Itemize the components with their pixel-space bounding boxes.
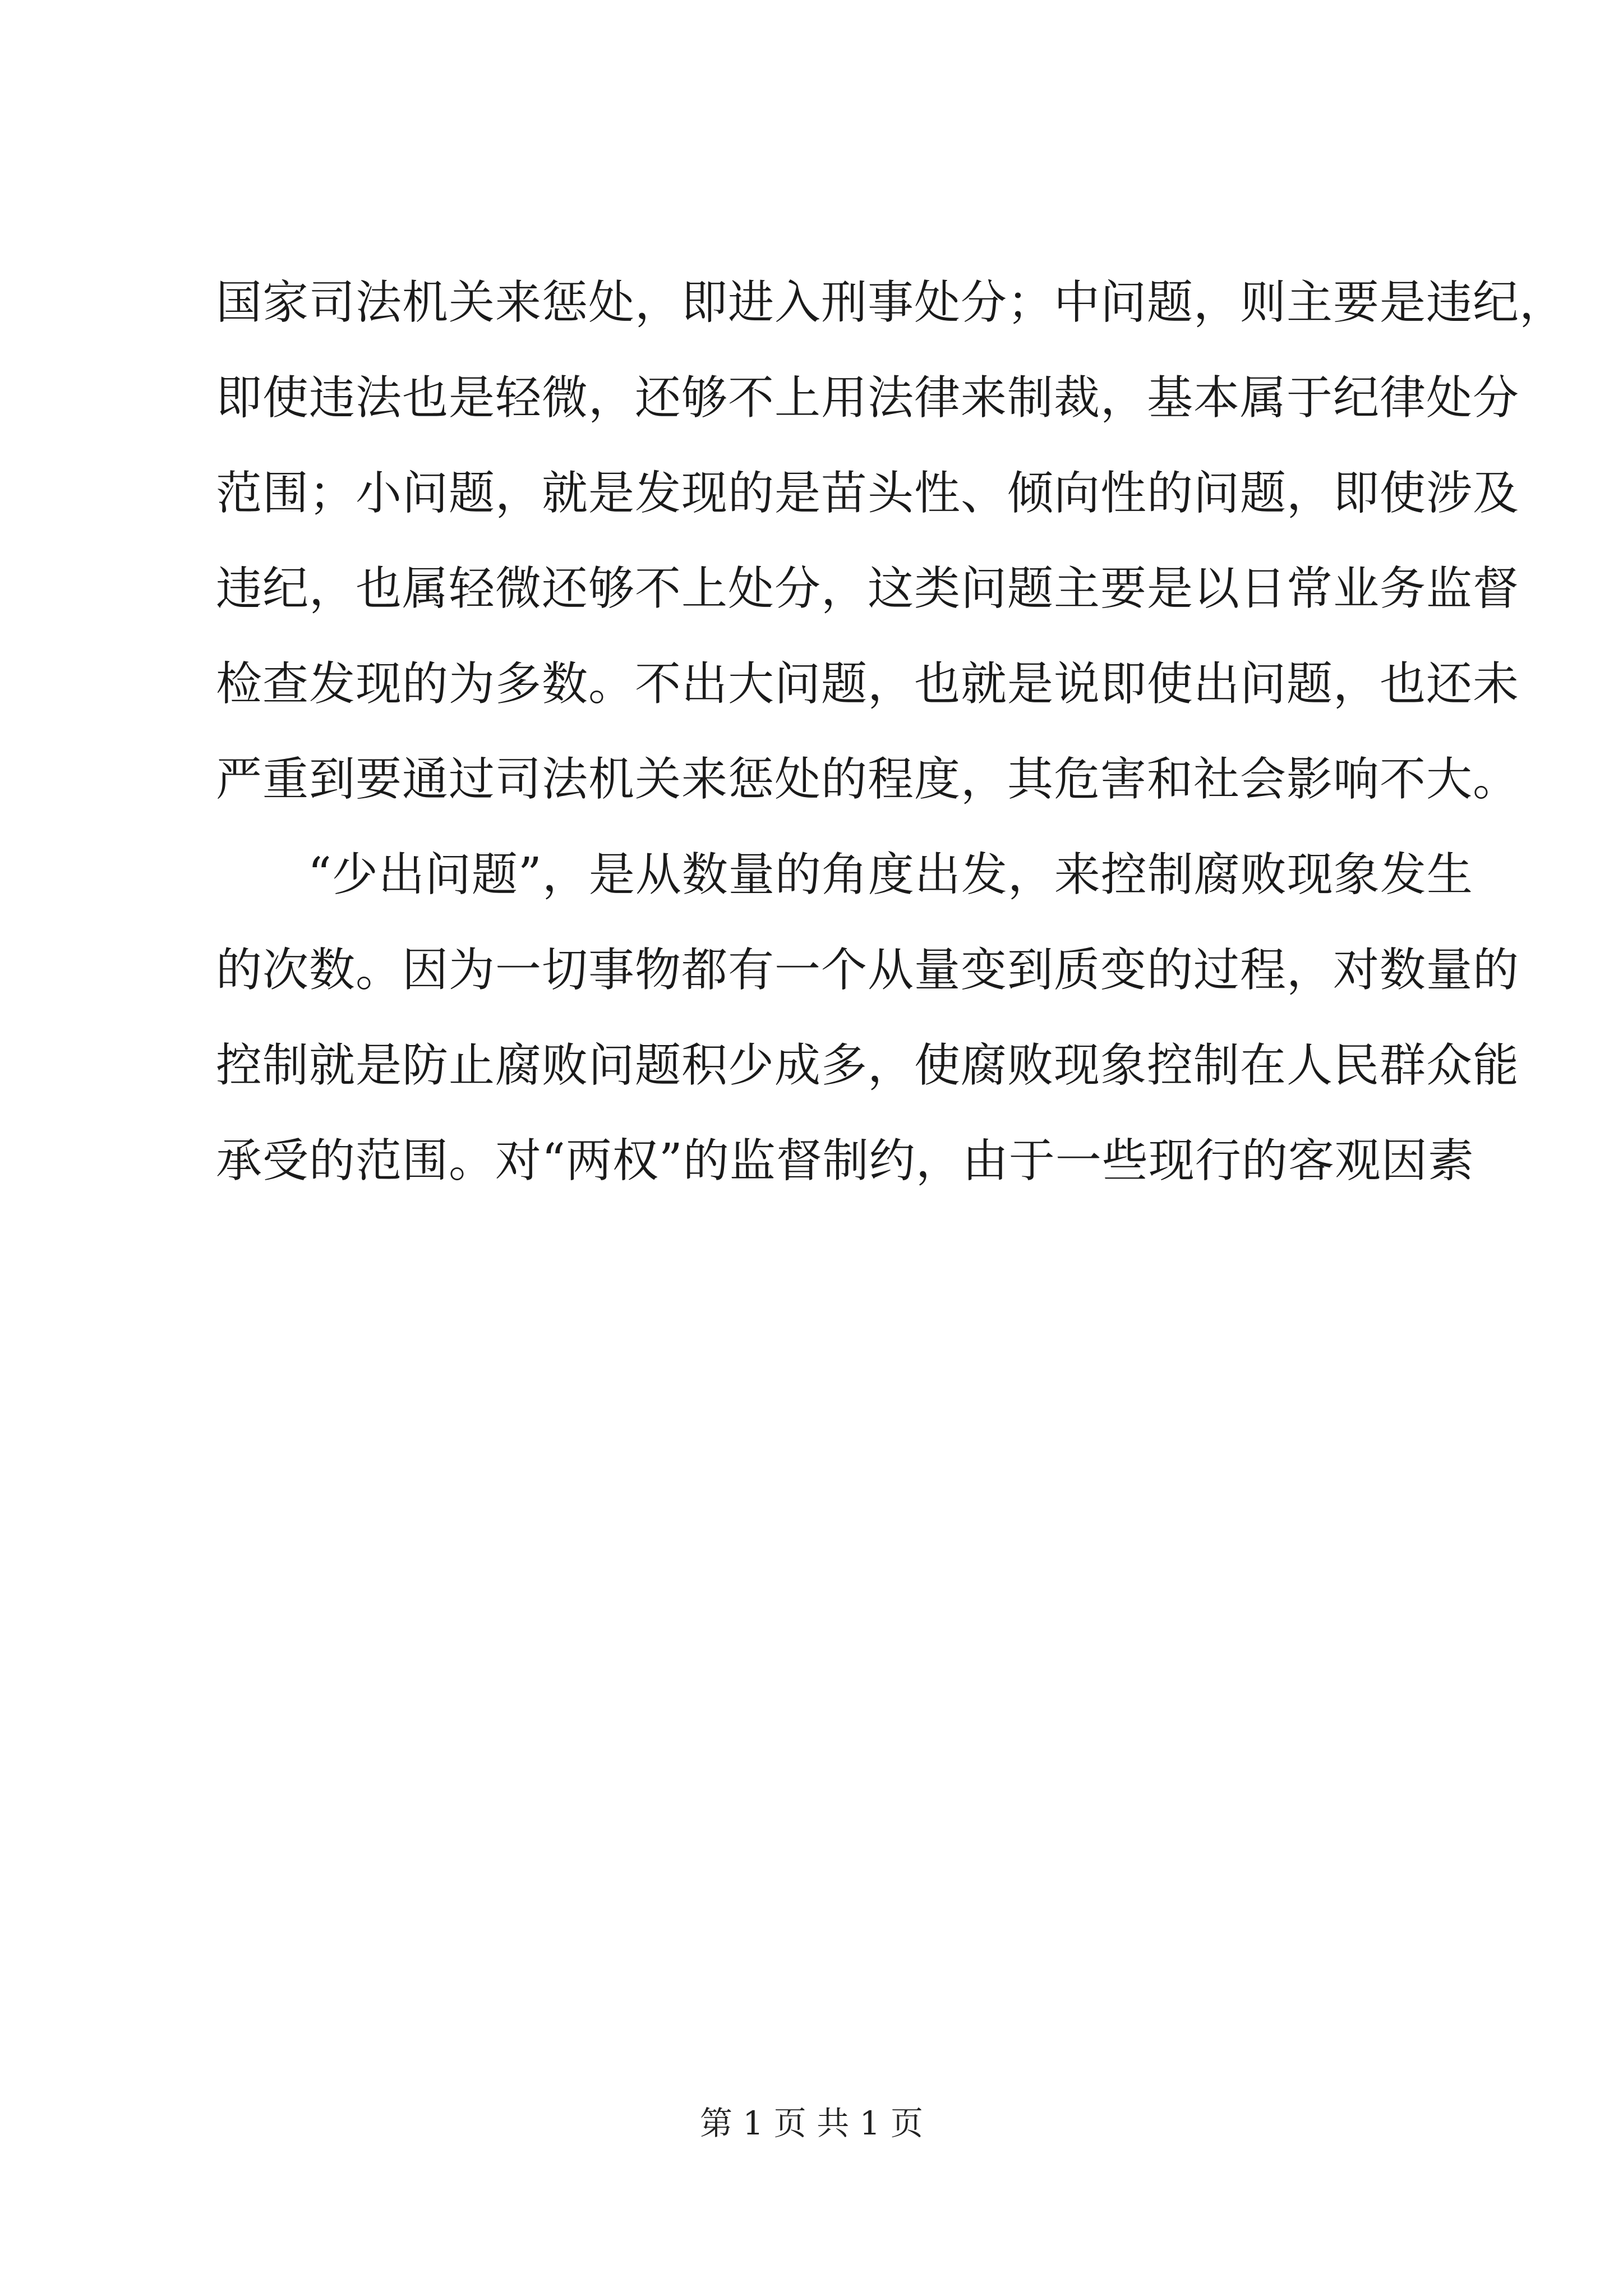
text-line: 控制就是防止腐败问题积少成多，使腐败现象控制在人民群众能: [216, 1039, 1520, 1092]
text-line: 即使违法也是轻微，还够不上用法律来制裁，基本属于纪律处分: [216, 371, 1520, 425]
text-line: 检查发现的为多数。不出大问题，也就是说即使出问题，也还未: [216, 657, 1520, 711]
text-line: 承受的范围。对“两权”的监督制约，由于一些现行的客观因素: [216, 1134, 1474, 1188]
page-footer: 第 1 页 共 1 页: [700, 2104, 923, 2142]
text-line: 违纪，也属轻微还够不上处分，这类问题主要是以日常业务监督: [216, 562, 1520, 615]
paragraph-first-line: “少出问题”，是从数量的角度出发，来控制腐败现象发生: [308, 848, 1473, 901]
text-line: 国家司法机关来惩处，即进入刑事处分；中问题，则主要是违纪，: [216, 276, 1566, 329]
text-line: 的次数。因为一切事物都有一个从量变到质变的过程，对数量的: [216, 944, 1520, 997]
text-line: 严重到要通过司法机关来惩处的程度，其危害和社会影响不大。: [216, 753, 1520, 806]
text-line: 范围；小问题，就是发现的是苗头性、倾向性的问题，即使涉及: [216, 467, 1520, 520]
body-text: [216, 255, 1566, 1209]
